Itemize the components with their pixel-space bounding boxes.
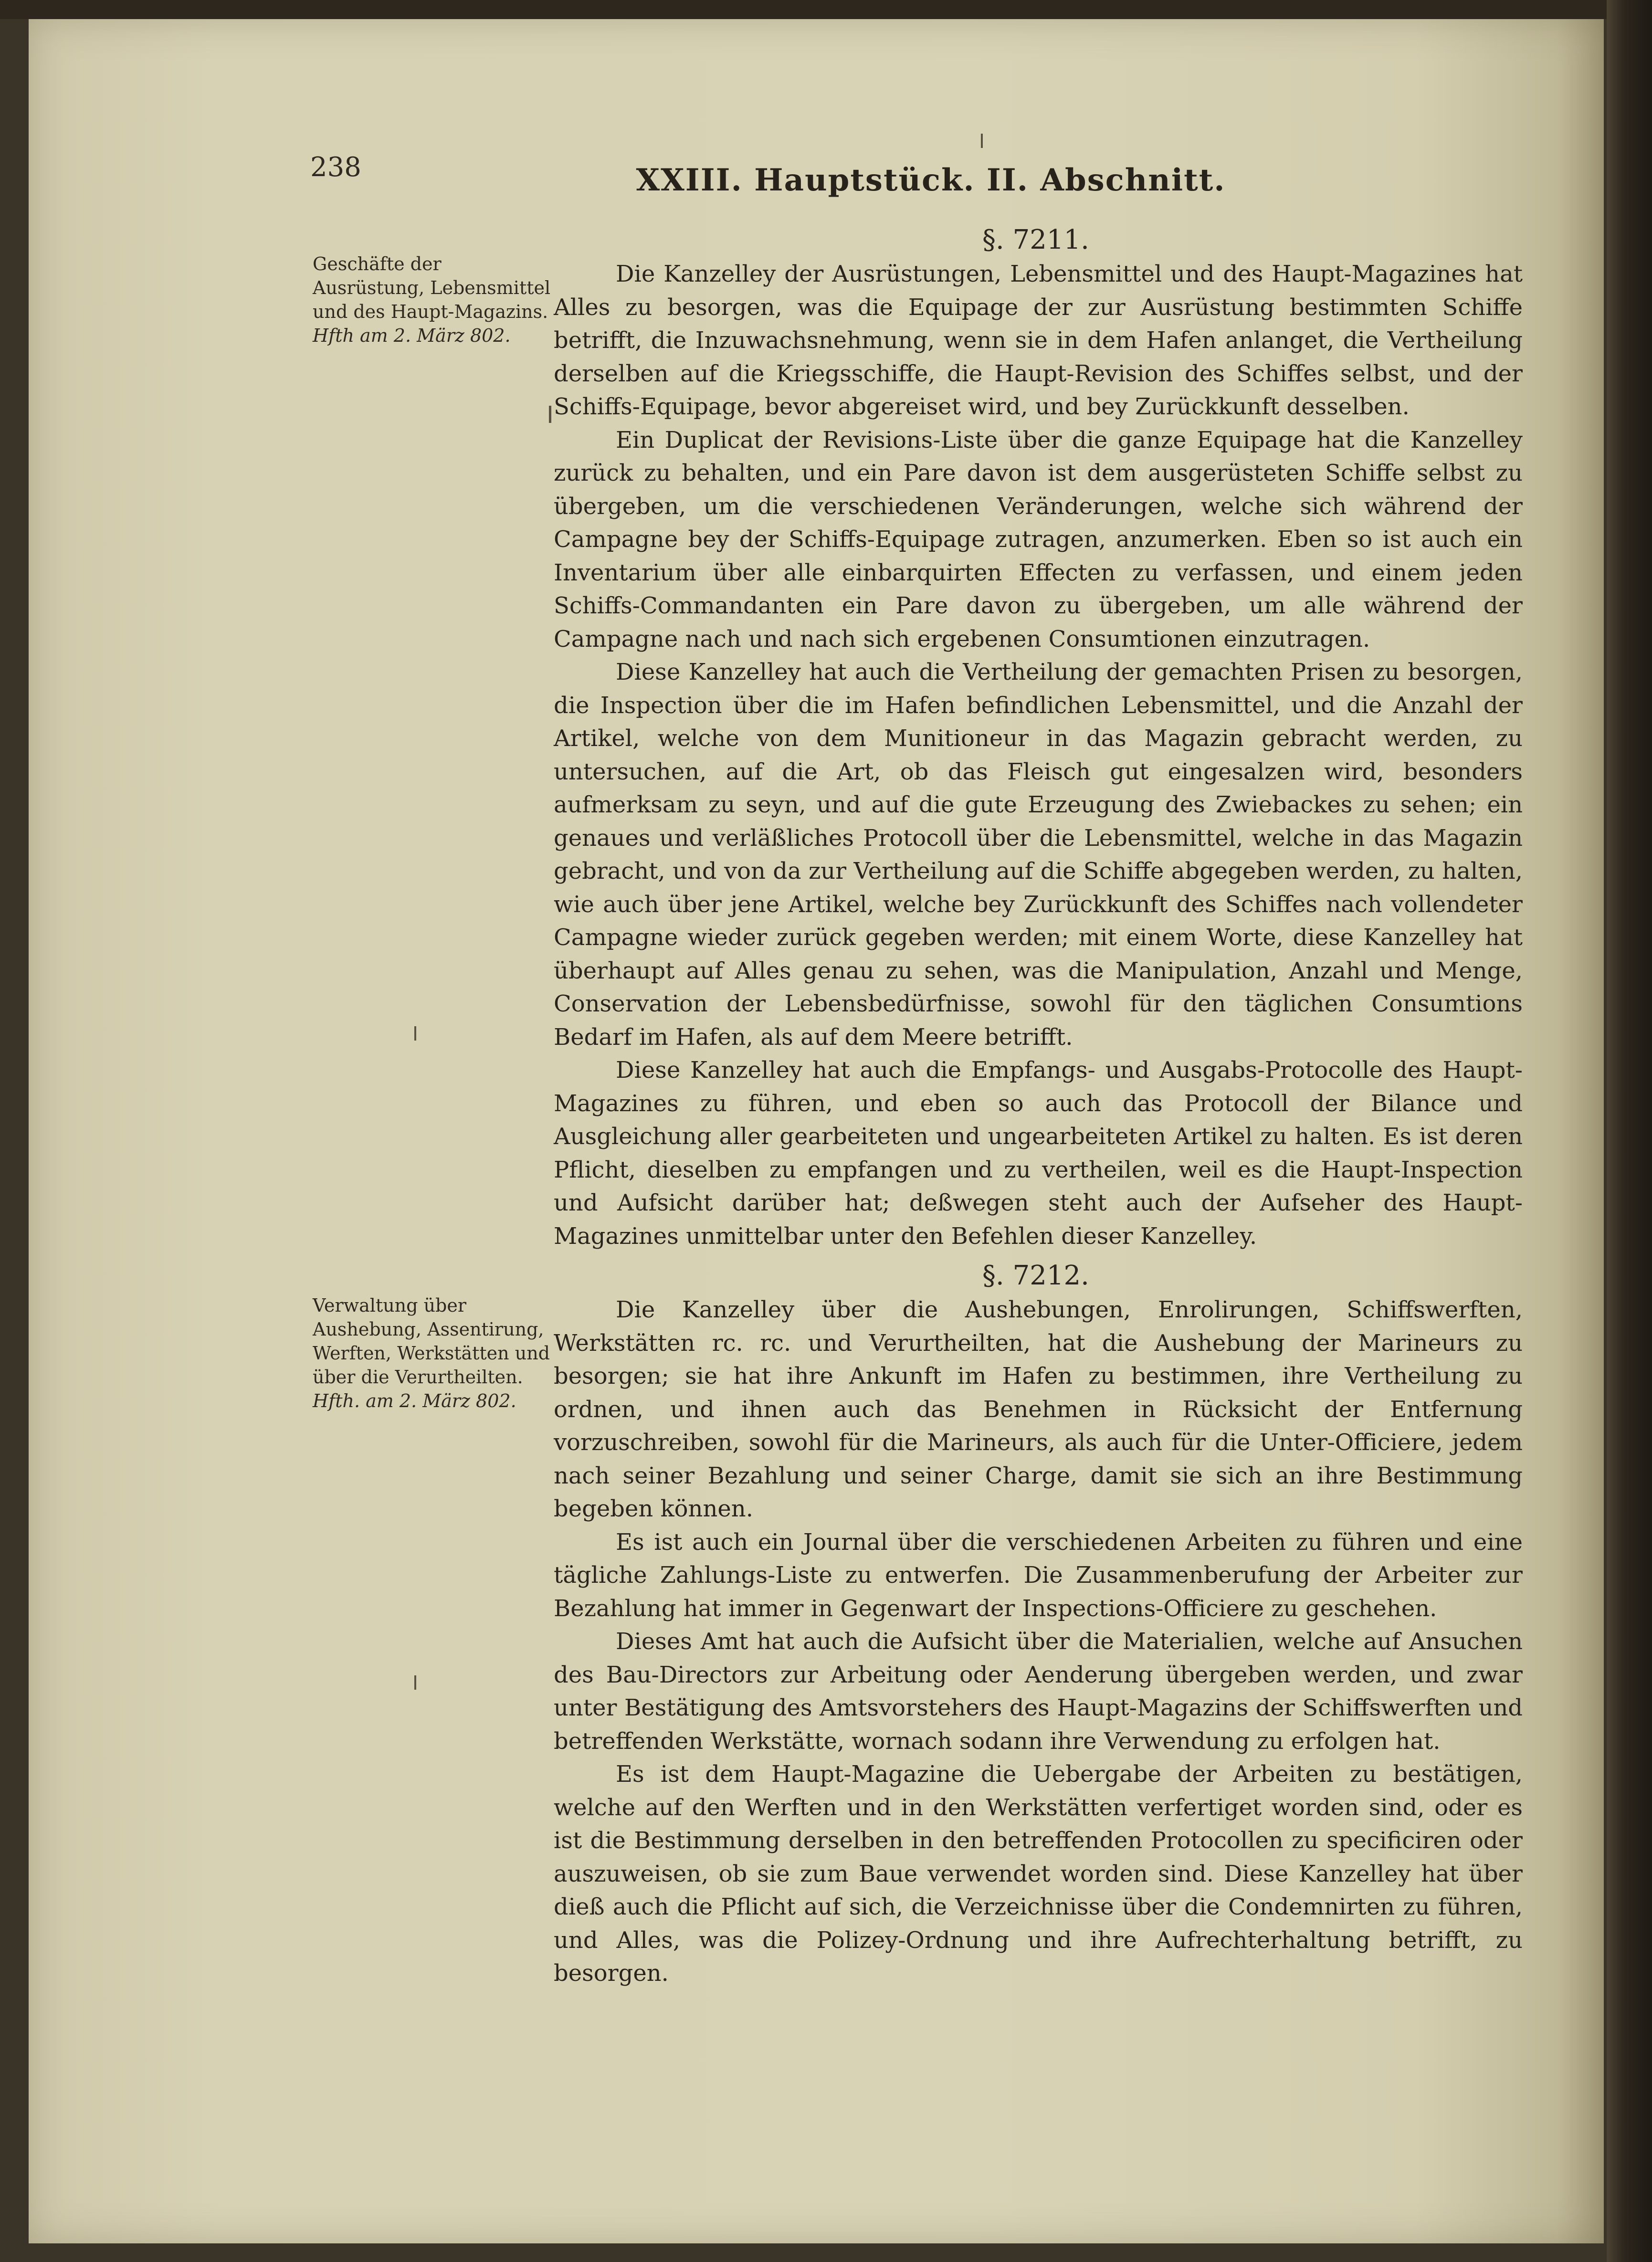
paragraph: Diese Kanzelley hat auch die Empfangs- und Ausgabs-Protocolle des Haupt-Magazines zu führen, und eben so auch das Protocoll der Bilance und Ausgleichung aller gearbeiteten und ungearbeiteten Artikel zu halten. Es ist deren Pflicht, dieselben zu empfangen und zu vertheilen, weil es die Haupt-Inspection und Aufsicht darüber hat; deßwegen steht auch der Aufseher des Haupt-Magazines unmittelbar unter den Befehlen dieser Kanzelley. (554, 1057, 1523, 1250)
paragraph: Dieses Amt hat auch die Aufsicht über die Materialien, welche auf Ansuchen des Bau-Directors zur Arbeitung oder Aenderung übergeben werden, und zwar unter Bestätigung des Amtsvorstehers des Haupt-Magazins der Schiffswerften und betreffenden Werkstätte, wornach sodann ihre Verwendung zu erfolgen hat. (554, 1628, 1523, 1755)
margin-note-7211 (313, 252, 551, 347)
margin-note-reference: Hfth am 2. März 802. (313, 325, 511, 346)
ink-speck (549, 406, 551, 423)
ink-speck (981, 134, 983, 148)
section-heading-7211: §. 7211. (982, 224, 1089, 255)
section-body-7212 (554, 1294, 1523, 1990)
paragraph: Die Kanzelley der Ausrüstungen, Lebensmittel und des Haupt-Magazines hat Alles zu besorgen, was die Equipage der zur Ausrüstung bestimmten Schiffe betrifft, die Inzuwachsnehmung, wenn sie in dem Hafen anlanget, die Vertheilung derselben auf die Kriegsschiffe, die Haupt-Revision des Schiffes selbst, und der Schiffs-Equipage, bevor abgereiset wird, und bey Zurückkunft desselben. (554, 261, 1523, 420)
paragraph: Ein Duplicat der Revisions-Liste über die ganze Equipage hat die Kanzelley zurück zu behalten, und ein Pare davon ist dem ausgerüsteten Schiffe selbst zu übergeben, um die verschiedenen Veränderungen, welche sich während der Campagne bey der Schiffs-Equipage zutragen, anzumerken. Eben so ist auch ein Inventarium über alle einbarquirten Effecten zu verfassen, und einem jeden Schiffs-Commandanten ein Pare davon zu übergeben, um alle während der Campagne nach und nach sich ergebenen Consumtionen einzutragen. (554, 426, 1523, 652)
section-body-7211 (554, 258, 1523, 1253)
book-binding-edge (1607, 0, 1652, 2262)
margin-note-text: Geschäfte der Ausrüstung, Lebensmittel und des Haupt-Magazins. (313, 253, 551, 322)
ink-speck (414, 1026, 416, 1041)
margin-note-text: Verwaltung über Aushebung, Assentirung, Werften, Werkstätten und über die Verurtheilten. (313, 1295, 550, 1388)
paragraph: Es ist dem Haupt-Magazine die Uebergabe der Arbeiten zu bestätigen, welche auf den Werften und in den Werkstätten verfertiget worden sind, oder es ist die Bestimmung derselben in den betreffenden Protocollen zu specificiren oder auszuweisen, ob sie zum Baue verwendet worden sind. Diese Kanzelley hat über dieß auch die Pflicht auf sich, die Verzeichnisse über die Condemnirten zu führen, und Alles, was die Polizey-Ordnung und ihre Aufrechterhaltung betrifft, zu besorgen. (554, 1761, 1523, 1987)
scan-top-edge (0, 0, 1652, 19)
paragraph: Es ist auch ein Journal über die verschiedenen Arbeiten zu führen und eine tägliche Zahlungs-Liste zu entwerfen. Die Zusammenberufung der Arbeiter zur Bezahlung hat immer in Gegenwart der Inspections-Officiere zu geschehen. (554, 1528, 1523, 1622)
page-number: 238 (310, 152, 361, 183)
paragraph: Die Kanzelley über die Aushebungen, Enrolirungen, Schiffswerften, Werkstätten rc. rc. und Verurtheilten, hat die Aushebung der Marineurs zu besorgen; sie hat ihre Ankunft im Hafen zu bestimmen, ihre Vertheilung zu ordnen, und ihnen auch das Benehmen in Rücksicht der Entfernung vorzuschreiben, sowohl für die Marineurs, als auch für die Unter-Officiere, jedem nach seiner Bezahlung und seiner Charge, damit sie sich an ihre Bestimmung begeben können. (554, 1296, 1523, 1522)
running-head: XXIII. Hauptstück. II. Abschnitt. (636, 162, 1226, 198)
margin-note-reference: Hfth. am 2. März 802. (313, 1390, 516, 1411)
paragraph: Diese Kanzelley hat auch die Vertheilung der gemachten Prisen zu besorgen, die Inspection über die im Hafen befindlichen Lebensmittel, und die Anzahl der Artikel, welche von dem Munitioneur in das Magazin gebracht werden, zu untersuchen, auf die Art, ob das Fleisch gut eingesalzen wird, besonders aufmerksam zu seyn, und auf die gute Erzeugung des Zwiebackes zu sehen; ein genaues und verläßliches Protocoll über die Lebensmittel, welche in das Magazin gebracht, und von da zur Vertheilung auf die Schiffe abgegeben werden, zu halten, wie auch über jene Artikel, welche bey Zurückkunft des Schiffes nach vollendeter Campagne wieder zurück gegeben werden; mit einem Worte, diese Kanzelley hat überhaupt auf Alles genau zu sehen, was die Manipulation, Anzahl und Menge, Conservation der Lebensbedürfnisse, sowohl für den täglichen Consumtions Bedarf im Hafen, als auf dem Meere betrifft. (554, 659, 1523, 1051)
section-heading-7212: §. 7212. (982, 1260, 1089, 1291)
ink-speck (414, 1675, 416, 1690)
margin-note-7212 (313, 1294, 551, 1413)
